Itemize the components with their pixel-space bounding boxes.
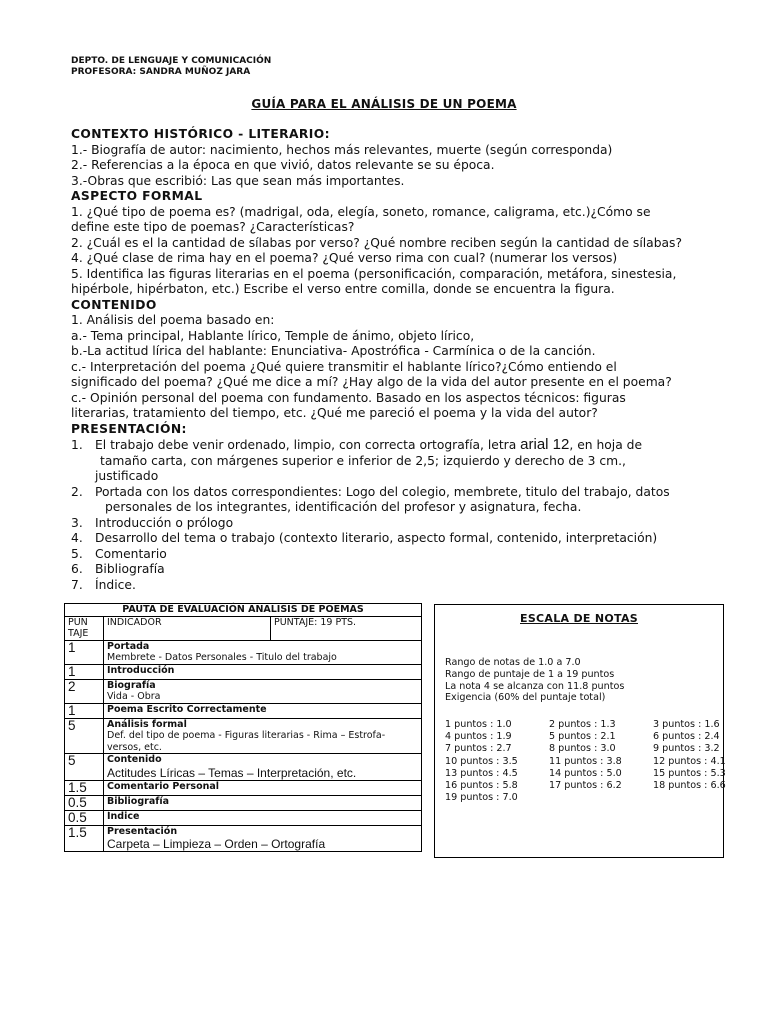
scale-info-line: Exigencia (60% del puntaje total) <box>445 692 606 704</box>
aspecto-line: 2. ¿Cuál es el la cantidad de sílabas por verso? ¿Qué nombre reciben según la cantidad de sílabas? <box>71 235 682 250</box>
list-number: 7. <box>71 577 83 592</box>
contexto-item: 1.- Biografía de autor: nacimiento, hechos más relevantes, muerte (según corresponda) <box>71 142 613 157</box>
table-row <box>65 754 422 781</box>
row-points: 0.5 <box>65 810 104 825</box>
list-text: Comentario <box>95 546 167 561</box>
grading-scale-title: ESCALA DE NOTAS <box>520 612 638 625</box>
list-text: Portada con los datos correspondientes: Logo del colegio, membrete, titulo del trabajo, datos <box>95 484 670 499</box>
contenido-line: c.- Opinión personal del poema con fundamento. Basado en los aspectos técnicos: figuras <box>71 390 626 405</box>
row-points: 1.5 <box>65 825 104 852</box>
table-row <box>65 795 422 810</box>
row-points: 1 <box>65 640 104 664</box>
font-note: arial 12 <box>520 436 570 453</box>
contenido-line: significado del poema? ¿Qué me dice a mí? ¿Hay algo de la vida del autor presente en el poema? <box>71 375 672 389</box>
list-text: Índice. <box>95 577 136 592</box>
table-row <box>65 718 422 754</box>
row-indicator: Contenido Actitudes Líricas – Temas – Interpretación, etc. <box>104 754 422 781</box>
table-row <box>65 703 422 718</box>
list-number: 4. <box>71 531 83 545</box>
section-heading-contexto: CONTEXTO HISTÓRICO - LITERARIO: <box>71 127 330 141</box>
scale-info-line: Rango de puntaje de 1 a 19 puntos <box>445 668 615 680</box>
list-number: 6. <box>71 562 83 576</box>
column-header-total: PUNTAJE: 19 PTS. <box>271 616 422 640</box>
aspecto-line: 1. ¿Qué tipo de poema es? (madrigal, oda, elegía, soneto, romance, caligrama, etc.)¿Cómo se <box>71 204 651 219</box>
list-item <box>71 562 711 578</box>
list-item <box>71 485 711 501</box>
contexto-item: 2.- Referencias a la época en que vivió, datos relevante se su época. <box>71 158 495 172</box>
list-item <box>71 578 711 594</box>
list-text: Introducción o prólogo <box>95 515 234 530</box>
contenido-line: literarias, tratamiento del tiempo, etc. ¿Qué me pareció el poema y la vida del autor? <box>71 406 598 420</box>
column-header-indicador: INDICADOR <box>104 616 271 640</box>
table-header-row <box>65 616 422 640</box>
aspecto-line: hipérbole, hipérbaton, etc.) Escribe el verso entre comilla, donde se encuentra la figura. <box>71 282 615 296</box>
table-row <box>65 825 422 852</box>
row-indicator: Biografía Vida - Obra <box>104 679 422 703</box>
row-points: 2 <box>65 679 104 703</box>
list-number: 5. <box>71 546 83 561</box>
list-text: Bibliografía <box>95 562 165 576</box>
row-points: 5 <box>65 754 104 781</box>
row-indicator: Análisis formal Def. del tipo de poema - Figuras literarias - Rima – Estrofa- versos, etc. <box>104 718 422 754</box>
department-header: DEPTO. DE LENGUAJE Y COMUNICACIÓN <box>71 56 272 66</box>
scale-info-line: La nota 4 se alcanza con 11.8 puntos <box>445 680 625 692</box>
grading-scale-grid <box>445 719 725 804</box>
list-item-continuation: personales de los integrantes, identificación del profesor y asignatura, fecha. <box>105 500 582 514</box>
scale-row: 7 puntos : 2.7 8 puntos : 3.0 9 puntos : 3.2 <box>445 743 720 755</box>
aspecto-line: 4. ¿Qué clase de rima hay en el poema? ¿Qué verso rima con cual? (numerar los versos) <box>71 251 618 265</box>
section-heading-contenido: CONTENIDO <box>71 297 157 312</box>
document-title: GUÍA PARA EL ANÁLISIS DE UN POEMA <box>251 97 517 111</box>
column-header-puntaje: PUN TAJE <box>65 616 104 640</box>
aspecto-line: 5. Identifica las figuras literarias en el poema (personificación, comparación, metáfora, sinestesia, <box>71 266 677 281</box>
table-row <box>65 679 422 703</box>
row-indicator: Bibliografía <box>104 795 422 810</box>
section-heading-presentacion: PRESENTACIÓN: <box>71 421 187 436</box>
list-number: 1. <box>71 438 83 452</box>
contexto-item: 3.-Obras que escribió: Las que sean más importantes. <box>71 173 405 188</box>
list-item-continuation: tamaño carta, con márgenes superior e inferior de 2,5; izquierdo y derecho de 3 cm., <box>100 453 626 468</box>
list-item <box>71 437 711 454</box>
contenido-line: 1. Análisis del poema basado en: <box>71 313 275 327</box>
aspecto-line: define este tipo de poemas? ¿Características? <box>71 220 355 234</box>
row-points: 1 <box>65 703 104 718</box>
table-title-row <box>65 604 422 617</box>
guide-body <box>71 127 711 593</box>
row-indicator: Poema Escrito Correctamente <box>104 703 422 718</box>
row-indicator: Portada Membrete - Datos Personales - Titulo del trabajo <box>104 640 422 664</box>
list-text: El trabajo debe venir ordenado, limpio, con correcta ortografía, letra <box>95 438 521 452</box>
presentacion-list <box>71 437 711 593</box>
scale-row: 19 puntos : 7.0 <box>445 792 518 804</box>
scale-row: 1 puntos : 1.0 2 puntos : 1.3 3 puntos : 1.6 <box>445 719 720 730</box>
scale-row: 13 puntos : 4.5 14 puntos : 5.0 15 puntos : 5.3 <box>445 767 726 779</box>
row-points: 1 <box>65 664 104 679</box>
table-row <box>65 640 422 664</box>
table-row <box>65 664 422 679</box>
row-points: 0.5 <box>65 795 104 810</box>
scale-row: 4 puntos : 1.9 5 puntos : 2.1 6 puntos : 2.4 <box>445 731 720 743</box>
list-item <box>71 531 711 547</box>
row-indicator: Presentación Carpeta – Limpieza – Orden – Ortografía <box>104 825 422 852</box>
contenido-line: a.- Tema principal, Hablante lírico, Temple de ánimo, objeto lírico, <box>71 328 475 343</box>
scale-row: 10 puntos : 3.5 11 puntos : 3.8 12 puntos : 4.1 <box>445 755 726 767</box>
table-row <box>65 810 422 825</box>
list-item <box>71 547 711 563</box>
list-text: Desarrollo del tema o trabajo (contexto literario, aspecto formal, contenido, interpretación) <box>95 531 658 545</box>
teacher-header: PROFESORA: SANDRA MUÑOZ JARA <box>71 67 251 77</box>
table-row <box>65 780 422 795</box>
section-heading-aspecto: ASPECTO FORMAL <box>71 189 203 203</box>
row-indicator: Comentario Personal <box>104 780 422 795</box>
row-indicator: Índice <box>104 810 422 825</box>
list-item-continuation: justificado <box>95 469 159 483</box>
grading-scale-info <box>445 657 624 704</box>
contenido-line: b.-La actitud lírica del hablante: Enunciativa- Apostrófica - Carmínica o de la canción. <box>71 344 596 358</box>
row-indicator: Introducción <box>104 664 422 679</box>
row-points: 1.5 <box>65 780 104 795</box>
evaluation-table <box>64 603 422 852</box>
grading-scale-box <box>434 604 724 858</box>
contenido-line: c.- Interpretación del poema ¿Qué quiere transmitir el hablante lírico?¿Cómo entiendo el <box>71 359 617 374</box>
list-text: , en hoja de <box>569 438 643 452</box>
row-points: 5 <box>65 718 104 754</box>
table-title: PAUTA DE EVALUACIÓN ANALISIS DE POEMAS <box>65 604 422 617</box>
scale-info-line: Rango de notas de 1.0 a 7.0 <box>445 657 581 668</box>
list-number: 3. <box>71 515 83 530</box>
scale-row: 16 puntos : 5.8 17 puntos : 6.2 18 puntos : 6.6 <box>445 780 726 792</box>
list-item <box>71 516 711 532</box>
list-number: 2. <box>71 484 83 499</box>
